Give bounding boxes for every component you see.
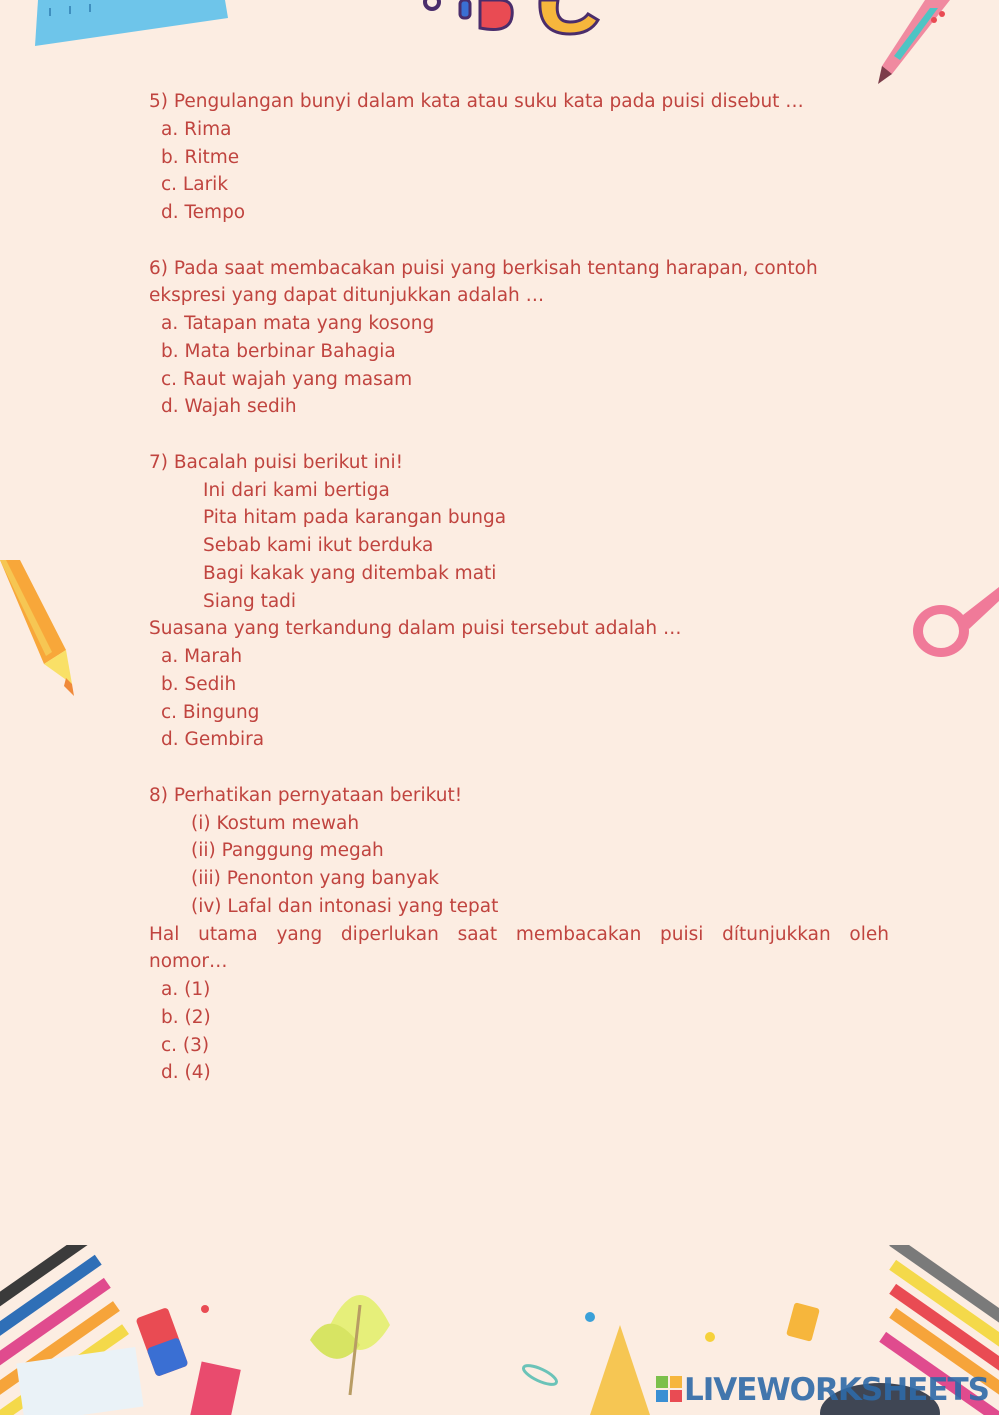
answer-option-a[interactable]: a. Rima	[161, 118, 232, 140]
triangle-ruler-icon	[30, 0, 230, 50]
answer-option-c[interactable]: c. Bingung	[161, 701, 260, 723]
answer-option-b[interactable]: b. Sedih	[161, 673, 237, 695]
question-prompt-continued: ekspresi yang dapat ditunjukkan adalah …	[149, 285, 545, 307]
statement-item: (ii) Panggung megah	[191, 840, 384, 862]
question-6	[149, 255, 889, 422]
answer-option-a[interactable]: a. Marah	[161, 646, 243, 667]
answer-option-b[interactable]: b. Mata berbinar Bahagia	[161, 340, 396, 362]
question-prompt: 6) Pada saat membacakan puisi yang berkisah tentang harapan, contoh	[149, 257, 818, 279]
answer-option-a[interactable]: a. Tatapan mata yang kosong	[161, 313, 435, 334]
questions-block	[149, 88, 889, 1087]
logo-grid-icon	[656, 1376, 684, 1404]
pen-icon	[870, 0, 960, 90]
poem-line: Bagi kakak yang ditembak mati	[203, 562, 497, 584]
answer-option-d[interactable]: d. Wajah sedih	[161, 396, 297, 418]
poem-line: Ini dari kami bertiga	[203, 479, 390, 501]
statement-item: (iv) Lafal dan intonasi yang tepat	[191, 895, 499, 917]
question-7	[149, 449, 889, 754]
statement-item: (i) Kostum mewah	[191, 812, 360, 834]
question-text: Hal utama yang diperlukan saat membacakan puisi dítunjukkan oleh	[149, 923, 889, 945]
answer-option-d[interactable]: d. Gembira	[161, 729, 265, 751]
abc-letters-icon	[420, 0, 605, 40]
answer-option-b[interactable]: b. Ritme	[161, 146, 240, 168]
question-text-continued: nomor…	[149, 951, 228, 973]
question-prompt: 7) Bacalah puisi berikut ini!	[149, 451, 404, 473]
liveworksheets-logo	[656, 1373, 989, 1407]
answer-option-b[interactable]: b. (2)	[161, 1006, 211, 1028]
answer-option-c[interactable]: c. Raut wajah yang masam	[161, 368, 413, 390]
watermark-text: LIVEWORKSHEETS	[684, 1372, 989, 1408]
poem-line: Sebab kami ikut berduka	[203, 535, 434, 556]
question-8	[149, 782, 889, 1087]
answer-option-a[interactable]: a. (1)	[161, 979, 211, 1000]
poem-line: Siang tadi	[203, 590, 297, 612]
poem-line: Pita hitam pada karangan bunga	[203, 507, 507, 529]
scissors-icon	[905, 585, 999, 667]
answer-option-d[interactable]: d. (4)	[161, 1062, 211, 1084]
question-5	[149, 88, 889, 227]
question-prompt: 5) Pengulangan bunyi dalam kata atau suku kata pada puisi disebut …	[149, 91, 804, 112]
pencil-icon	[0, 560, 80, 700]
question-text: Suasana yang terkandung dalam puisi tersebut adalah …	[149, 618, 682, 640]
answer-option-d[interactable]: d. Tempo	[161, 202, 246, 223]
answer-option-c[interactable]: c. (3)	[161, 1034, 210, 1056]
answer-option-c[interactable]: c. Larik	[161, 174, 229, 196]
statement-item: (iii) Penonton yang banyak	[191, 868, 439, 889]
question-prompt: 8) Perhatikan pernyataan berikut!	[149, 784, 463, 806]
